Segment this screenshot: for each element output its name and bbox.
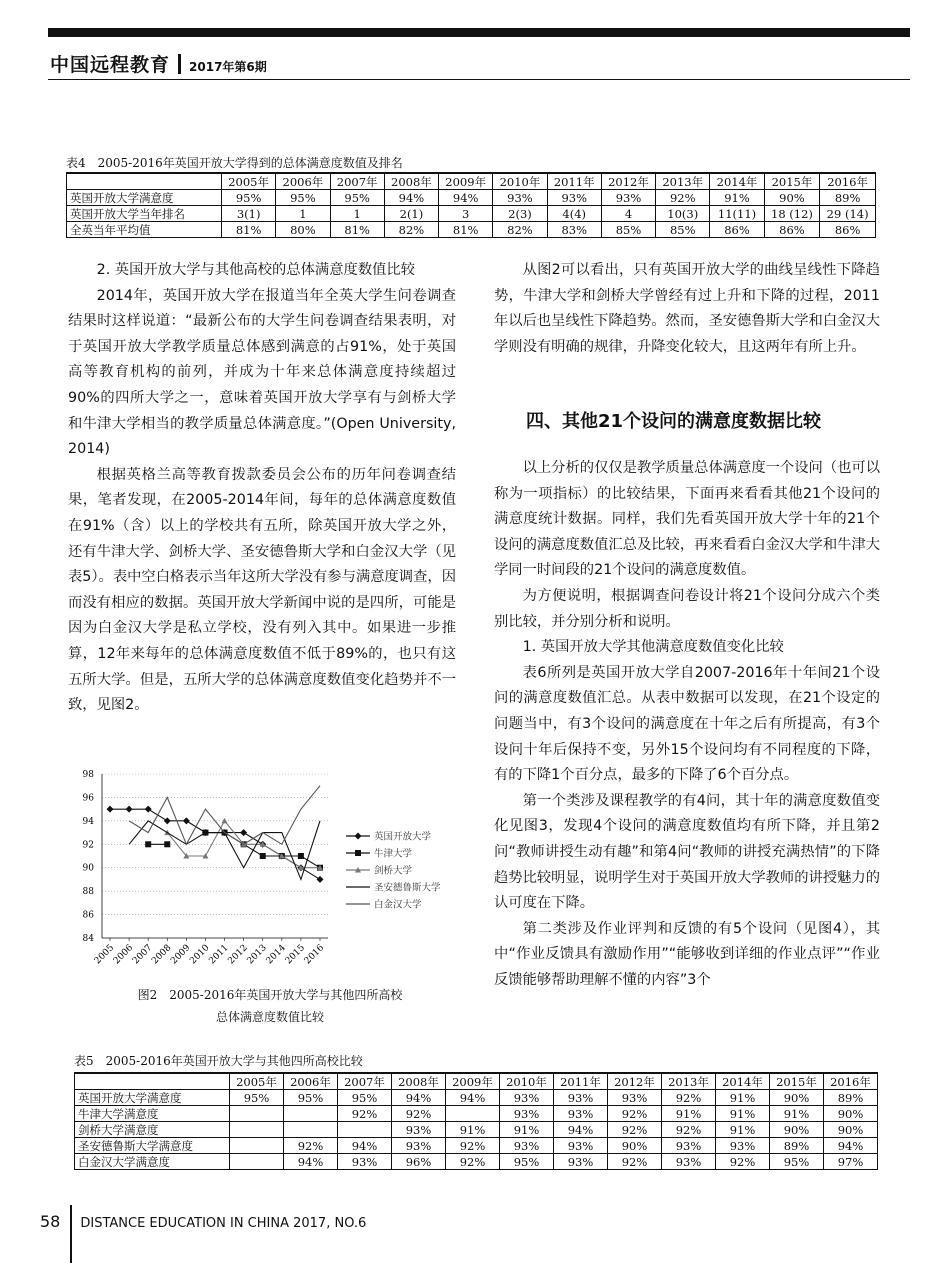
data-point	[164, 817, 171, 824]
right-column-body	[494, 456, 880, 993]
data-point	[107, 806, 114, 813]
table-cell: 93%	[716, 1138, 770, 1154]
table-cell: 1	[276, 206, 330, 222]
paragraph: 2014年，英国开放大学在报道当年全英大学生问卷调查结果时这样说道：“最新公布的大学生问卷调查结果表明，对于英国开放大学教学质量总体感到满意的占91%，处于英国高等教育机构的前列，并成为十年来总体满意度持续超过90%的四所大学之一，意味着英国开放大学享有与剑桥大学和牛津大学相当的教学质量总体满意度。”(Open University, 2014)	[68, 287, 456, 458]
year-header-cell: 2012年	[608, 1073, 662, 1090]
table-cell: 94%	[338, 1138, 392, 1154]
year-header-cell: 2007年	[338, 1073, 392, 1090]
year-header-cell: 2010年	[500, 1073, 554, 1090]
paragraph: 以上分析的仅仅是教学质量总体满意度一个设问（也可以称为一项指标）的比较结果，下面再来看看其他21个设问的满意度统计数据。同样，我们先看英国开放大学十年的21个设问的满意度数值汇总及比较，再来看看白金汉大学和牛津大学同一时间段的21个设问的满意度数值。	[494, 460, 881, 579]
left-column	[68, 258, 456, 719]
table-cell: 89%	[770, 1138, 824, 1154]
table-cell: 94%	[439, 190, 493, 206]
table-cell: 91%	[716, 1106, 770, 1122]
y-tick-label: 84	[82, 934, 94, 944]
x-tick-label: 2014	[264, 943, 288, 967]
row-label-cell: 全英当年平均值	[67, 222, 222, 238]
table-cell: 92%	[446, 1154, 500, 1170]
top-rule	[48, 28, 910, 37]
table-cell: 86%	[710, 222, 764, 238]
table-cell: 95%	[330, 190, 384, 206]
year-header-cell: 2016年	[820, 173, 876, 190]
table-cell: 95%	[338, 1090, 392, 1106]
table-cell: 90%	[764, 190, 820, 206]
running-header	[50, 50, 267, 77]
legend-label: 白金汉大学	[374, 899, 422, 911]
table-cell: 85%	[601, 222, 655, 238]
x-tick-label: 2007	[131, 943, 155, 967]
table-cell: 91%	[662, 1106, 716, 1122]
header-separator	[178, 54, 181, 74]
year-header-cell: 2009年	[446, 1073, 500, 1090]
table-cell: 18 (12)	[764, 206, 820, 222]
table-cell: 91%	[770, 1106, 824, 1122]
row-label-cell: 英国开放大学满意度	[75, 1090, 230, 1106]
journal-name: 中国远程教育	[50, 54, 171, 76]
year-header-cell: 2015年	[770, 1073, 824, 1090]
table-cell: 11(11)	[710, 206, 764, 222]
table-cell	[284, 1122, 338, 1138]
table-cell: 92%	[662, 1122, 716, 1138]
table-cell: 81%	[222, 222, 276, 238]
table-cell: 90%	[824, 1122, 878, 1138]
section-heading: 四、其他21个设问的满意度数据比较	[526, 411, 822, 432]
header-corner-cell	[67, 173, 222, 190]
table-cell: 97%	[824, 1154, 878, 1170]
table-cell: 90%	[824, 1106, 878, 1122]
table-cell: 91%	[500, 1122, 554, 1138]
paragraph: 第二类涉及作业评判和反馈的有5个设问（见图4），其中“作业反馈具有激励作用”“能够收到详细的作业点评”“作业反馈能够帮助理解不懂的内容”3个	[494, 920, 880, 988]
x-tick-label: 2016	[302, 943, 327, 967]
x-tick-label: 2009	[169, 943, 193, 967]
year-header-cell: 2008年	[392, 1073, 446, 1090]
table-row	[75, 1090, 878, 1106]
table-cell: 93%	[608, 1090, 662, 1106]
paragraph: 表6所列是英国开放大学自2007-2016年十年间21个设问的满意度数值汇总。从表中数据可以发现，在21个设定的问题当中，有3个设问的满意度在十年之后有所提高，有3个设问十年后保持不变，另外15个设问均有不同程度的下降，有的下降1个百分点，最多的下降了6个百分点。	[494, 664, 880, 784]
paragraph: 从图2可以看出，只有英国开放大学的曲线呈线性下降趋势，牛津大学和剑桥大学曾经有过上升和下降的过程，2011年以后也呈线性下降趋势。然而，圣安德鲁斯大学和白金汉大学则没有明确的规律，升降变化较大，且这两年有所上升。	[494, 262, 881, 355]
table-cell: 4(4)	[547, 206, 601, 222]
data-point	[164, 841, 170, 847]
table-cell: 91%	[710, 190, 764, 206]
x-tick-label: 2012	[226, 943, 250, 967]
table-cell: 95%	[500, 1154, 554, 1170]
table-cell	[230, 1122, 284, 1138]
table-cell: 85%	[656, 222, 710, 238]
table-cell: 93%	[601, 190, 655, 206]
table-row	[67, 190, 876, 206]
table4-caption: 表4 2005-2016年英国开放大学得到的总体满意度数值及排名	[66, 156, 403, 170]
table-cell: 1	[330, 206, 384, 222]
table-cell: 91%	[716, 1122, 770, 1138]
legend-label: 剑桥大学	[374, 865, 413, 877]
table-cell: 3	[439, 206, 493, 222]
table-cell: 86%	[820, 222, 876, 238]
row-label-cell: 牛津大学满意度	[75, 1106, 230, 1122]
year-header-cell: 2007年	[330, 173, 384, 190]
table-cell: 94%	[446, 1090, 500, 1106]
table-cell: 92%	[662, 1090, 716, 1106]
row-label-cell: 白金汉大学满意度	[75, 1154, 230, 1170]
table-cell	[338, 1122, 392, 1138]
table-cell	[230, 1138, 284, 1154]
table-cell: 93%	[500, 1106, 554, 1122]
table-row	[75, 1122, 878, 1138]
data-point	[240, 829, 247, 836]
row-label-cell: 英国开放大学满意度	[67, 190, 222, 206]
table-cell: 83%	[547, 222, 601, 238]
table-cell: 93%	[338, 1154, 392, 1170]
table-row	[67, 222, 876, 238]
table-cell: 80%	[276, 222, 330, 238]
year-header-cell: 2011年	[554, 1073, 608, 1090]
table-cell: 92%	[446, 1138, 500, 1154]
figure2-chart	[66, 766, 486, 996]
right-column-top	[494, 258, 880, 360]
table-cell: 94%	[392, 1090, 446, 1106]
year-header-cell: 2005年	[230, 1073, 284, 1090]
table-cell: 2(1)	[384, 206, 438, 222]
row-label-cell: 英国开放大学当年排名	[67, 206, 222, 222]
year-header-cell: 2015年	[764, 173, 820, 190]
table-cell: 95%	[284, 1090, 338, 1106]
table-cell: 93%	[392, 1138, 446, 1154]
table-cell: 92%	[656, 190, 710, 206]
year-header-cell: 2009年	[439, 173, 493, 190]
table-cell: 94%	[284, 1154, 338, 1170]
data-point	[183, 817, 190, 824]
x-tick-label: 2013	[245, 943, 269, 967]
issue-label: 2017年第6期	[189, 60, 267, 74]
footer-text: DISTANCE EDUCATION IN CHINA 2017, NO.6	[80, 1216, 367, 1231]
table-cell: 90%	[608, 1138, 662, 1154]
year-header-cell: 2014年	[716, 1073, 770, 1090]
data-point	[145, 806, 152, 813]
table-cell	[230, 1154, 284, 1170]
paragraph: 为方便说明，根据调查问卷设计将21个设问分成六个类别比较，并分别分析和说明。	[494, 587, 880, 630]
y-tick-label: 96	[82, 793, 94, 804]
table-cell: 10(3)	[656, 206, 710, 222]
figure2-caption-line2: 总体满意度数值比较	[215, 1010, 324, 1024]
table-cell	[230, 1106, 284, 1122]
table-row	[75, 1138, 878, 1154]
table-header-row	[75, 1073, 878, 1090]
table-cell: 81%	[330, 222, 384, 238]
data-point	[260, 853, 266, 859]
year-header-cell: 2011年	[547, 173, 601, 190]
row-label-cell: 剑桥大学满意度	[75, 1122, 230, 1138]
table-cell: 93%	[500, 1090, 554, 1106]
legend-label: 圣安德鲁斯大学	[374, 882, 441, 894]
legend-label: 英国开放大学	[374, 831, 432, 843]
table-cell: 95%	[770, 1154, 824, 1170]
table-cell: 95%	[276, 190, 330, 206]
table-cell: 91%	[446, 1122, 500, 1138]
table-cell: 94%	[384, 190, 438, 206]
table-cell: 89%	[824, 1090, 878, 1106]
table-cell: 93%	[554, 1090, 608, 1106]
paragraph: 根据英格兰高等教育拨款委员会公布的历年问卷调查结果，笔者发现，在2005-2014年间，每年的总体满意度数值在91%（含）以上的学校共有五所，除英国开放大学之外，还有牛津大学、剑桥大学、圣安德鲁斯大学和白金汉大学（见表5）。表中空白格表示当年这所大学没有参与满意度调查，因而没有相应的数据。英国开放大学新闻中说的是四所，可能是因为白金汉大学是私立学校，没有列入其中。如果进一步推算，12年来每年的总体满意度数值不低于89%的，也只有这五所大学。但是，五所大学的总体满意度数值变化趋势并不一致，见图2。	[68, 466, 456, 714]
table5-caption: 表5 2005-2016年英国开放大学与其他四所高校比较	[74, 1054, 363, 1068]
data-point	[298, 853, 304, 859]
table-cell: 93%	[500, 1138, 554, 1154]
table-cell: 93%	[662, 1138, 716, 1154]
year-header-cell: 2014年	[710, 173, 764, 190]
table-cell: 92%	[716, 1154, 770, 1170]
data-point	[126, 806, 133, 813]
table-cell: 93%	[547, 190, 601, 206]
header-rule	[48, 79, 910, 80]
data-point	[317, 876, 324, 883]
legend-label: 牛津大学	[374, 848, 413, 860]
table-cell: 81%	[439, 222, 493, 238]
y-tick-label: 98	[82, 770, 94, 780]
x-tick-label: 2006	[111, 943, 136, 967]
legend-marker	[355, 850, 361, 856]
table-cell: 92%	[338, 1106, 392, 1122]
x-tick-label: 2008	[150, 943, 174, 967]
year-header-cell: 2016年	[824, 1073, 878, 1090]
section-subheading: 2. 英国开放大学与其他高校的总体满意度数值比较	[96, 262, 416, 278]
table-cell: 89%	[820, 190, 876, 206]
table-cell: 93%	[554, 1138, 608, 1154]
figure2-caption	[120, 984, 420, 1028]
table-cell: 29 (14)	[820, 206, 876, 222]
x-tick-label: 2011	[207, 943, 231, 967]
year-header-cell: 2012年	[601, 173, 655, 190]
table-cell: 93%	[554, 1106, 608, 1122]
data-point	[145, 841, 151, 847]
row-label-cell: 圣安德鲁斯大学满意度	[75, 1138, 230, 1154]
table-cell: 93%	[493, 190, 547, 206]
table-cell: 95%	[222, 190, 276, 206]
table-cell: 92%	[608, 1106, 662, 1122]
y-tick-label: 86	[82, 910, 94, 921]
year-header-cell: 2006年	[276, 173, 330, 190]
table5	[74, 1072, 878, 1170]
table-cell: 96%	[392, 1154, 446, 1170]
page-footer	[40, 1212, 366, 1231]
table-cell	[284, 1106, 338, 1122]
table-cell	[446, 1106, 500, 1122]
y-tick-label: 94	[82, 816, 94, 827]
table-cell: 95%	[230, 1090, 284, 1106]
table-cell: 4	[601, 206, 655, 222]
table-row	[75, 1106, 878, 1122]
page-number: 58	[40, 1212, 61, 1231]
year-header-cell: 2005年	[222, 173, 276, 190]
table-cell: 86%	[764, 222, 820, 238]
table-cell: 90%	[770, 1122, 824, 1138]
year-header-cell: 2010年	[493, 173, 547, 190]
table-cell: 92%	[284, 1138, 338, 1154]
y-tick-label: 90	[82, 863, 94, 874]
table-row	[75, 1154, 878, 1170]
year-header-cell: 2008年	[384, 173, 438, 190]
year-header-cell: 2006年	[284, 1073, 338, 1090]
year-header-cell: 2013年	[656, 173, 710, 190]
x-tick-label: 2015	[283, 943, 308, 967]
y-tick-label: 88	[82, 887, 94, 898]
table-cell: 91%	[716, 1090, 770, 1106]
table4	[66, 172, 876, 238]
x-tick-label: 2005	[92, 943, 117, 967]
table-row	[67, 206, 876, 222]
x-tick-label: 2010	[188, 943, 212, 967]
paragraph: 第一个类涉及课程教学的有4问，其十年的满意度数值变化见图3，发现4个设问的满意度数值均有所下降，并且第2问“教师讲授生动有趣”和第4问“教师的讲授充满热情”的下降趋势比较明显，说明学生对于英国开放大学教师的讲授魅力的认可度在下降。	[494, 792, 881, 912]
table-cell: 94%	[824, 1138, 878, 1154]
table-cell: 92%	[608, 1122, 662, 1138]
table-cell: 92%	[608, 1154, 662, 1170]
table-header-row	[67, 173, 876, 190]
header-corner-cell	[75, 1073, 230, 1090]
table-cell: 92%	[392, 1106, 446, 1122]
subsection-heading: 1. 英国开放大学其他满意度数值变化比较	[522, 639, 784, 656]
table-cell: 94%	[554, 1122, 608, 1138]
table-cell: 82%	[493, 222, 547, 238]
table-cell: 90%	[770, 1090, 824, 1106]
table-cell: 93%	[392, 1122, 446, 1138]
table-cell: 93%	[554, 1154, 608, 1170]
table-cell: 3(1)	[222, 206, 276, 222]
year-header-cell: 2013年	[662, 1073, 716, 1090]
y-tick-label: 92	[82, 840, 94, 851]
figure2-caption-line1: 图2 2005-2016年英国开放大学与其他四所高校	[137, 988, 403, 1002]
table-cell: 93%	[662, 1154, 716, 1170]
table-cell: 2(3)	[493, 206, 547, 222]
table-cell: 82%	[384, 222, 438, 238]
legend-marker	[355, 833, 362, 840]
